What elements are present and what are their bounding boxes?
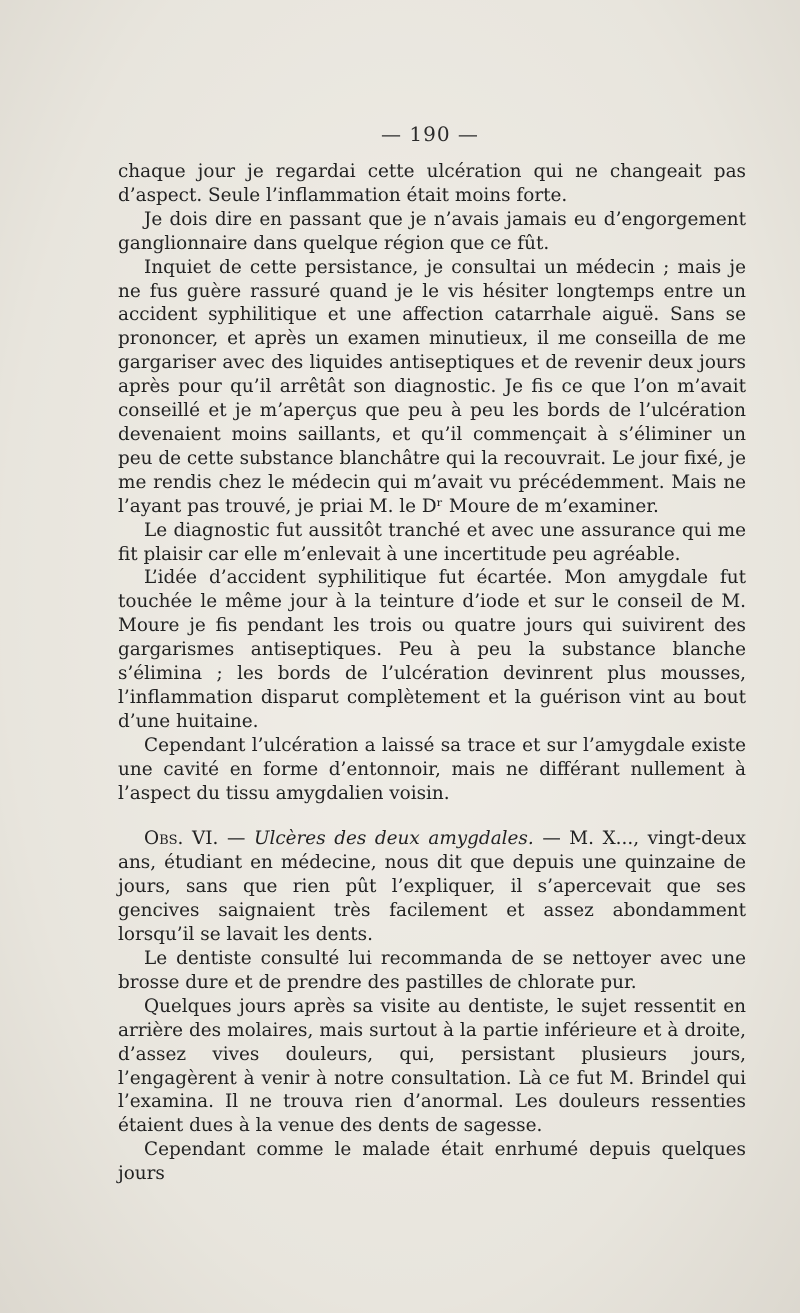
paragraph: Cependant l’ulcération a laissé sa trace et sur l’amygdale existe une cavité en forme d’entonnoir, mais ne différant nullement à l’aspect du tissu amygdalien voisin. [118,734,746,804]
paragraph: L’idée d’accident syphilitique fut écartée. Mon amygdale fut touchée le même jour à la teinture d’iode et sur le conseil de M. Moure je fis pendant les trois ou quatre jours qui suivirent des gargarismes antiseptiques. Peu à peu la substance blanche s’élimina ; les bords de l’ulcération devinrent plus mousses, l’inflammation disparut complètement et la guérison vint au bout d’une huitaine. [118,567,746,732]
paragraph: Inquiet de cette persistance, je consultai un médecin ; mais je ne fus guère rassuré quand je le vis hésiter longtemps entre un accident syphilitique et une affection catarrhale aiguë. Sans se prononcer, et après un examen minutieux, il me conseilla de me gargariser avec des liquides antiseptiques et de revenir deux jours après pour qu’il arrêtât son diagnostic. Je fis ce que l’on m’avait conseillé et je m’aperçus que peu à peu les bords de l’ulcération devenaient moins saillants, et qu’il commençait à s’éliminer un peu de cette substance blanchâtre qui la recouvrait. Le jour fixé, je me rendis chez le médecin qui m’avait vu précédemment. Mais ne l’ayant pas trouvé, je priai M. le Dʳ Moure de m’examiner. [118,256,746,517]
observation-paragraph [118,827,746,947]
observation-label: Obs. VI. [144,828,219,850]
observation-text: — M. X..., vingt-deux ans, étudiant en médecine, nous dit que depuis une quinzaine de jours, sans que rien pût l’expliquer, il s’apercevait que ses gencives saignaient très facilement et assez abondamment lorsqu’il se lavait les dents. [118,828,747,946]
paragraph: chaque jour je regardai cette ulcération qui ne changeait pas d’aspect. Seule l’inflammation était moins forte. [118,161,746,206]
paragraph: Cependant comme le malade était enrhumé depuis quelques jours [118,1139,746,1185]
paragraph: Le diagnostic fut aussitôt tranché et avec une assurance qui me fit plaisir car elle m’enlevait à une incertitude peu agréable. [118,519,746,565]
paragraph: Je dois dire en passant que je n’avais jamais eu d’engorgement ganglionnaire dans quelque région que ce fût. [118,208,746,254]
page-number: — 190 — [381,122,479,146]
paragraph: Quelques jours après sa visite au dentiste, le sujet ressentit en arrière des molaires, mais surtout à la partie inférieure et à droite, d’assez vives douleurs, qui, persistant plusieurs jours, l’engagèrent à venir à notre consultation. Là ce fut M. Brindel qui l’examina. Il ne trouva rien d’anormal. Les douleurs ressenties étaient dues à la venue des dents de sagesse. [118,995,746,1137]
body-text [118,160,746,1186]
observation-title: Ulcères des deux amygdales. [253,828,534,850]
observation-dash: — [218,828,254,850]
paragraph: Le dentiste consulté lui recommanda de se nettoyer avec une brosse dure et de prendre des pastilles de chlorate pur. [118,948,746,993]
